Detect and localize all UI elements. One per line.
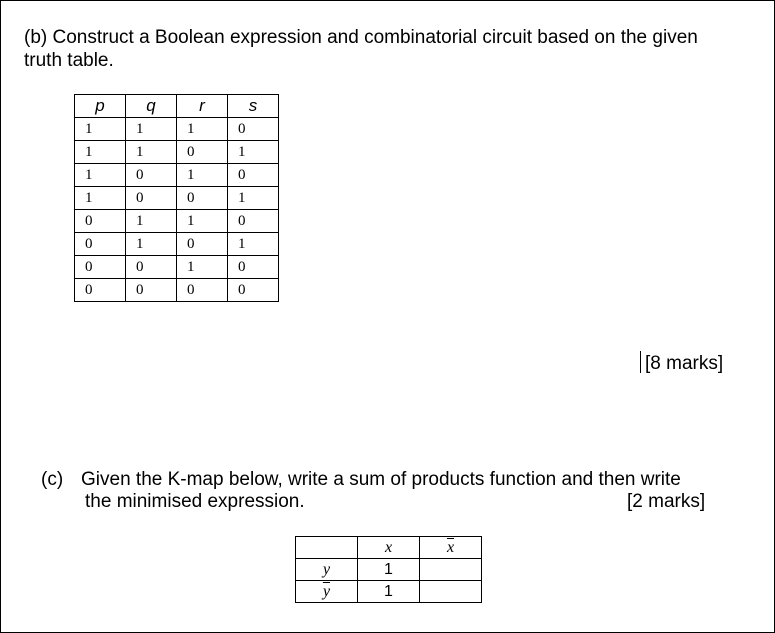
truth-table-row: [75, 279, 279, 302]
text-cursor-bar: [640, 351, 641, 373]
truth-table-row: [75, 187, 279, 210]
question-c-text-line2: the minimised expression.: [85, 491, 305, 512]
truth-table-header-r: r: [177, 95, 228, 118]
truth-table-row: [75, 233, 279, 256]
truth-table-row: [75, 141, 279, 164]
truth-table-cell-s: 0: [228, 279, 279, 302]
truth-table-cell-r: 1: [177, 256, 228, 279]
k-map: [295, 536, 482, 603]
question-b-text-line2: truth table.: [24, 50, 114, 71]
question-b-text-line1: (b) Construct a Boolean expression and combinatorial circuit based on the given: [24, 27, 698, 48]
truth-table-cell-r: 0: [177, 233, 228, 256]
k-map-row-y-bar: [296, 581, 482, 603]
truth-table-cell-r: 1: [177, 210, 228, 233]
truth-table: [74, 94, 279, 302]
k-map-col-header-x: x: [358, 537, 420, 559]
truth-table-cell-p: 1: [75, 118, 126, 141]
truth-table-header-s: s: [228, 95, 279, 118]
k-map-cell-xbar-ybar: [420, 581, 482, 603]
truth-table-row: [75, 256, 279, 279]
k-map-col-header-x-bar: $\overline{x}$: [420, 537, 482, 559]
truth-table-cell-s: 0: [228, 256, 279, 279]
truth-table-cell-s: 0: [228, 210, 279, 233]
truth-table-cell-q: 1: [126, 141, 177, 164]
truth-table-cell-p: 0: [75, 210, 126, 233]
truth-table-cell-s: 0: [228, 118, 279, 141]
truth-table-cell-s: 1: [228, 141, 279, 164]
k-map-row-y: [296, 559, 482, 581]
k-map-cell-xbar-y: [420, 559, 482, 581]
k-map-cell-xy: 1: [358, 559, 420, 581]
truth-table-cell-p: 1: [75, 164, 126, 187]
truth-table-header-p: p: [75, 95, 126, 118]
truth-table-cell-q: 1: [126, 118, 177, 141]
truth-table-cell-s: 0: [228, 164, 279, 187]
question-c-text-line1: [41, 468, 681, 491]
truth-table-row: [75, 210, 279, 233]
truth-table-cell-q: 1: [126, 210, 177, 233]
truth-table-header-q: q: [126, 95, 177, 118]
k-map-header-row: [296, 537, 482, 559]
question-c-text: Given the K-map below, write a sum of products function and then write: [81, 469, 681, 490]
truth-table-cell-p: 1: [75, 187, 126, 210]
truth-table-cell-q: 0: [126, 164, 177, 187]
truth-table-cell-r: 1: [177, 164, 228, 187]
truth-table-cell-q: 0: [126, 256, 177, 279]
k-map-row-header-y-bar: $\overline{y}$: [296, 581, 358, 603]
truth-table-cell-p: 1: [75, 141, 126, 164]
truth-table-cell-r: 0: [177, 187, 228, 210]
truth-table-cell-q: 0: [126, 187, 177, 210]
truth-table-cell-p: 0: [75, 279, 126, 302]
truth-table-cell-q: 1: [126, 233, 177, 256]
truth-table-cell-r: 0: [177, 141, 228, 164]
truth-table-cell-s: 1: [228, 233, 279, 256]
question-b-marks: [640, 351, 723, 375]
question-c-label: (c): [41, 469, 64, 490]
question-b-marks-label: [8 marks]: [645, 353, 724, 374]
truth-table-cell-p: 0: [75, 256, 126, 279]
truth-table-cell-r: 0: [177, 279, 228, 302]
truth-table-cell-p: 0: [75, 233, 126, 256]
truth-table-cell-s: 1: [228, 187, 279, 210]
truth-table-cell-r: 1: [177, 118, 228, 141]
k-map-row-header-y: y: [296, 559, 358, 581]
k-map-cell-x-ybar: 1: [358, 581, 420, 603]
truth-table-row: [75, 118, 279, 141]
truth-table-header-row: [75, 95, 279, 118]
truth-table-row: [75, 164, 279, 187]
question-c-marks: [2 marks]: [627, 491, 706, 512]
k-map-corner-cell: [296, 537, 358, 559]
truth-table-cell-q: 0: [126, 279, 177, 302]
